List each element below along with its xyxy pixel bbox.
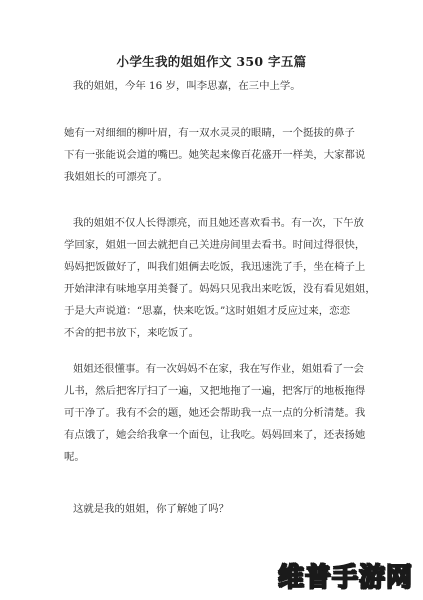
paragraph-line: 学回家，姐姐一回去就把自己关进房间里去看书。时间过得很快， xyxy=(64,239,366,251)
paragraph-line: 有点饿了，她会给我拿一个面包，让我吃。妈妈回来了，还表扬她 xyxy=(64,429,366,441)
watermark-logo: 维普手游网 xyxy=(277,563,413,593)
paragraph-reading xyxy=(64,212,376,344)
paragraph-line: 我姐姐长的可漂亮了。 xyxy=(64,171,168,183)
paragraph-line: 我的姐姐不仅人长得漂亮，而且她还喜欢看书。有一次，下午放 xyxy=(73,217,364,229)
paragraph-intro xyxy=(64,75,364,97)
paragraph-line: 我的姐姐，今年 16 岁，叫李思嘉，在三中上学。 xyxy=(73,80,301,92)
paragraph-conclusion xyxy=(64,498,364,520)
paragraph-appearance xyxy=(64,122,364,188)
paragraph-line: 于是大声说道：“思嘉，快来吃饭。”这时姐姐才反应过来，恋恋 xyxy=(64,305,350,317)
paragraph-line: 可干净了。我有不会的题，她还会帮助我一点一点的分析清楚。我 xyxy=(64,407,366,419)
paragraph-line: 姐姐还很懂事。有一次妈妈不在家，我在写作业，姐姐看了一会 xyxy=(73,363,364,375)
paragraph-line: 妈妈把饭做好了，叫我们姐俩去吃饭，我迅速洗了手，坐在椅子上 xyxy=(64,261,366,273)
paragraph-line: 儿书，然后把客厅扫了一遍，又把地拖了一遍，把客厅的地板拖得 xyxy=(64,385,366,397)
paragraph-sensible xyxy=(64,358,364,468)
paragraph-line: 不舍的把书放下，来吃饭了。 xyxy=(64,327,200,339)
paragraph-line: 下有一张能说会道的嘴巴。她笑起来像百花盛开一样美，大家都说 xyxy=(64,149,366,161)
paragraph-line: 呢。 xyxy=(64,451,85,463)
paragraph-line: 开始津津有味地享用美餐了。妈妈只见我出来吃饭，没有看见姐姐， xyxy=(64,283,376,295)
document-title: 小学生我的姐姐作文 350 字五篇 xyxy=(116,54,307,69)
paragraph-line: 她有一对细细的柳叶眉，有一双水灵灵的眼睛，一个挺拔的鼻子 xyxy=(64,127,355,139)
paragraph-line: 这就是我的姐姐，你了解她了吗？ xyxy=(73,503,229,515)
